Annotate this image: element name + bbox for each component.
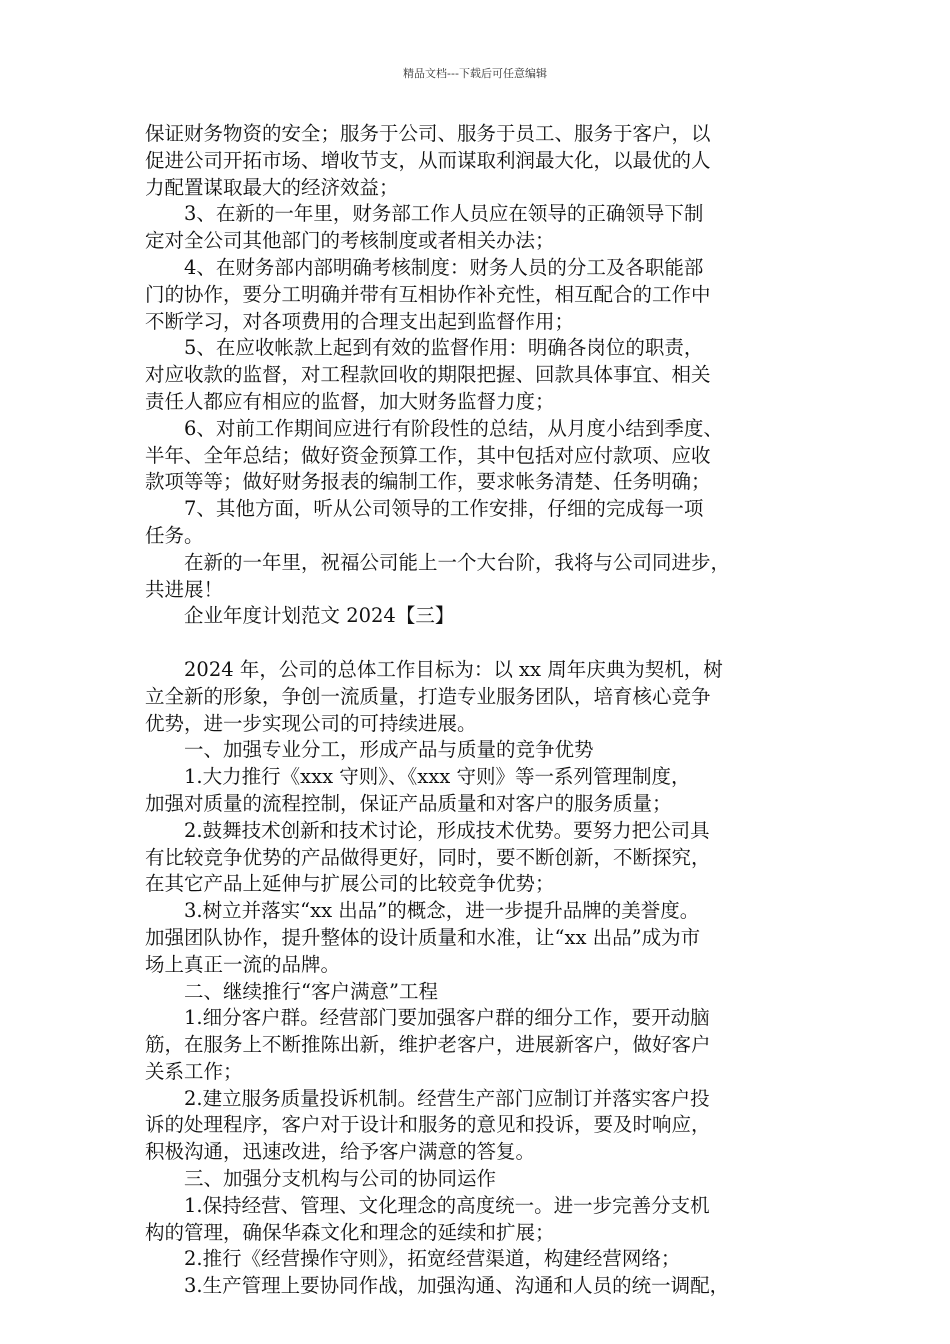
document-body xyxy=(145,121,821,1300)
text-line: 5、在应收帐款上起到有效的监督作用：明确各岗位的职责， xyxy=(145,336,704,360)
text-line: 企业年度计划范文 2024【三】 xyxy=(145,604,455,628)
text-line: 场上真正一流的品牌。 xyxy=(145,952,341,976)
text-line: 1.大力推行《xxx 守则》、《xxx 守则》等一系列管理制度， xyxy=(145,765,691,789)
text-line: 关系工作； xyxy=(145,1059,243,1083)
text-line: 3.树立并落实“xx 出品”的概念，进一步提升品牌的美誉度。 xyxy=(145,899,700,923)
text-line: 促进公司开拓市场、增收节支，从而谋取利润最大化，以最优的人 xyxy=(145,148,711,172)
text-line: 任务。 xyxy=(145,523,204,547)
text-line: 在新的一年里，祝福公司能上一个大台阶，我将与公司同进步， xyxy=(145,550,731,574)
text-line: 立全新的形象，争创一流质量，打造专业服务团队，培育核心竞争 xyxy=(145,684,711,708)
text-line: 门的协作，要分工明确并带有互相协作补充性，相互配合的工作中 xyxy=(145,282,711,306)
text-line: 对应收款的监督，对工程款回收的期限把握、回款具体事宜、相关 xyxy=(145,363,711,387)
text-line: 有比较竞争优势的产品做得更好，同时，要不断创新，不断探究， xyxy=(145,845,711,869)
text-line: 加强对质量的流程控制，保证产品质量和对客户的服务质量； xyxy=(145,791,672,815)
text-line: 款项等等；做好财务报表的编制工作，要求帐务清楚、任务明确； xyxy=(145,470,711,494)
text-line: 1.细分客户群。经营部门要加强客户群的细分工作，要开动脑 xyxy=(145,1006,710,1030)
text-line: 诉的处理程序，客户对于设计和服务的意见和投诉，要及时响应， xyxy=(145,1113,711,1137)
text-line: 筋，在服务上不断推陈出新，维护老客户，进展新客户，做好客户 xyxy=(145,1033,711,1057)
text-line: 3.生产管理上要协同作战，加强沟通、沟通和人员的统一调配， xyxy=(145,1274,730,1298)
text-line: 半年、全年总结；做好资金预算工作，其中包括对应付款项、应收 xyxy=(145,443,711,467)
text-line: 6、对前工作期间应进行有阶段性的总结，从月度小结到季度、 xyxy=(145,416,723,440)
text-line: 二、继续推行“客户满意”工程 xyxy=(145,979,438,1003)
text-line: 保证财务物资的安全；服务于公司、服务于员工、服务于客户，以 xyxy=(145,122,711,145)
text-line: 积极沟通，迅速改进，给予客户满意的答复。 xyxy=(145,1140,536,1164)
text-line: 不断学习，对各项费用的合理支出起到监督作用； xyxy=(145,309,575,333)
text-line: 定对全公司其他部门的考核制度或者相关办法； xyxy=(145,229,555,253)
text-line: 2.鼓舞技术创新和技术讨论，形成技术优势。要努力把公司具 xyxy=(145,818,710,842)
text-line: 力配置谋取最大的经济效益； xyxy=(145,175,399,199)
text-line: 在其它产品上延伸与扩展公司的比较竞争优势； xyxy=(145,872,555,896)
text-line: 共进展！ xyxy=(145,577,224,601)
text-line: 1.保持经营、管理、文化理念的高度统一。进一步完善分支机 xyxy=(145,1193,710,1217)
text-line: 三、加强分支机构与公司的协同运作 xyxy=(145,1167,497,1191)
text-line: 3、在新的一年里，财务部工作人员应在领导的正确领导下制 xyxy=(145,202,704,226)
text-line: 责任人都应有相应的监督，加大财务监督力度； xyxy=(145,389,555,413)
page-header: 精品文档---下载后可任意编辑 xyxy=(403,67,547,80)
text-line: 4、在财务部内部明确考核制度：财务人员的分工及各职能部 xyxy=(145,255,704,279)
text-line: 2.建立服务质量投诉机制。经营生产部门应制订并落实客户投 xyxy=(145,1086,710,1110)
text-line: 一、加强专业分工，形成产品与质量的竞争优势 xyxy=(145,738,594,762)
text-line: 构的管理，确保华森文化和理念的延续和扩展； xyxy=(145,1220,555,1244)
text-line: 加强团队协作，提升整体的设计质量和水准，让“xx 出品”成为市 xyxy=(145,925,701,949)
text-line: 7、其他方面，听从公司领导的工作安排，仔细的完成每一项 xyxy=(145,497,704,521)
text-line: 2024 年，公司的总体工作目标为：以 xx 周年庆典为契机，树 xyxy=(145,657,723,681)
text-line xyxy=(145,630,821,657)
text-line: 优势，进一步实现公司的可持续进展。 xyxy=(145,711,477,735)
text-line: 2.推行《经营操作守则》，拓宽经营渠道，构建经营网络； xyxy=(145,1247,681,1271)
